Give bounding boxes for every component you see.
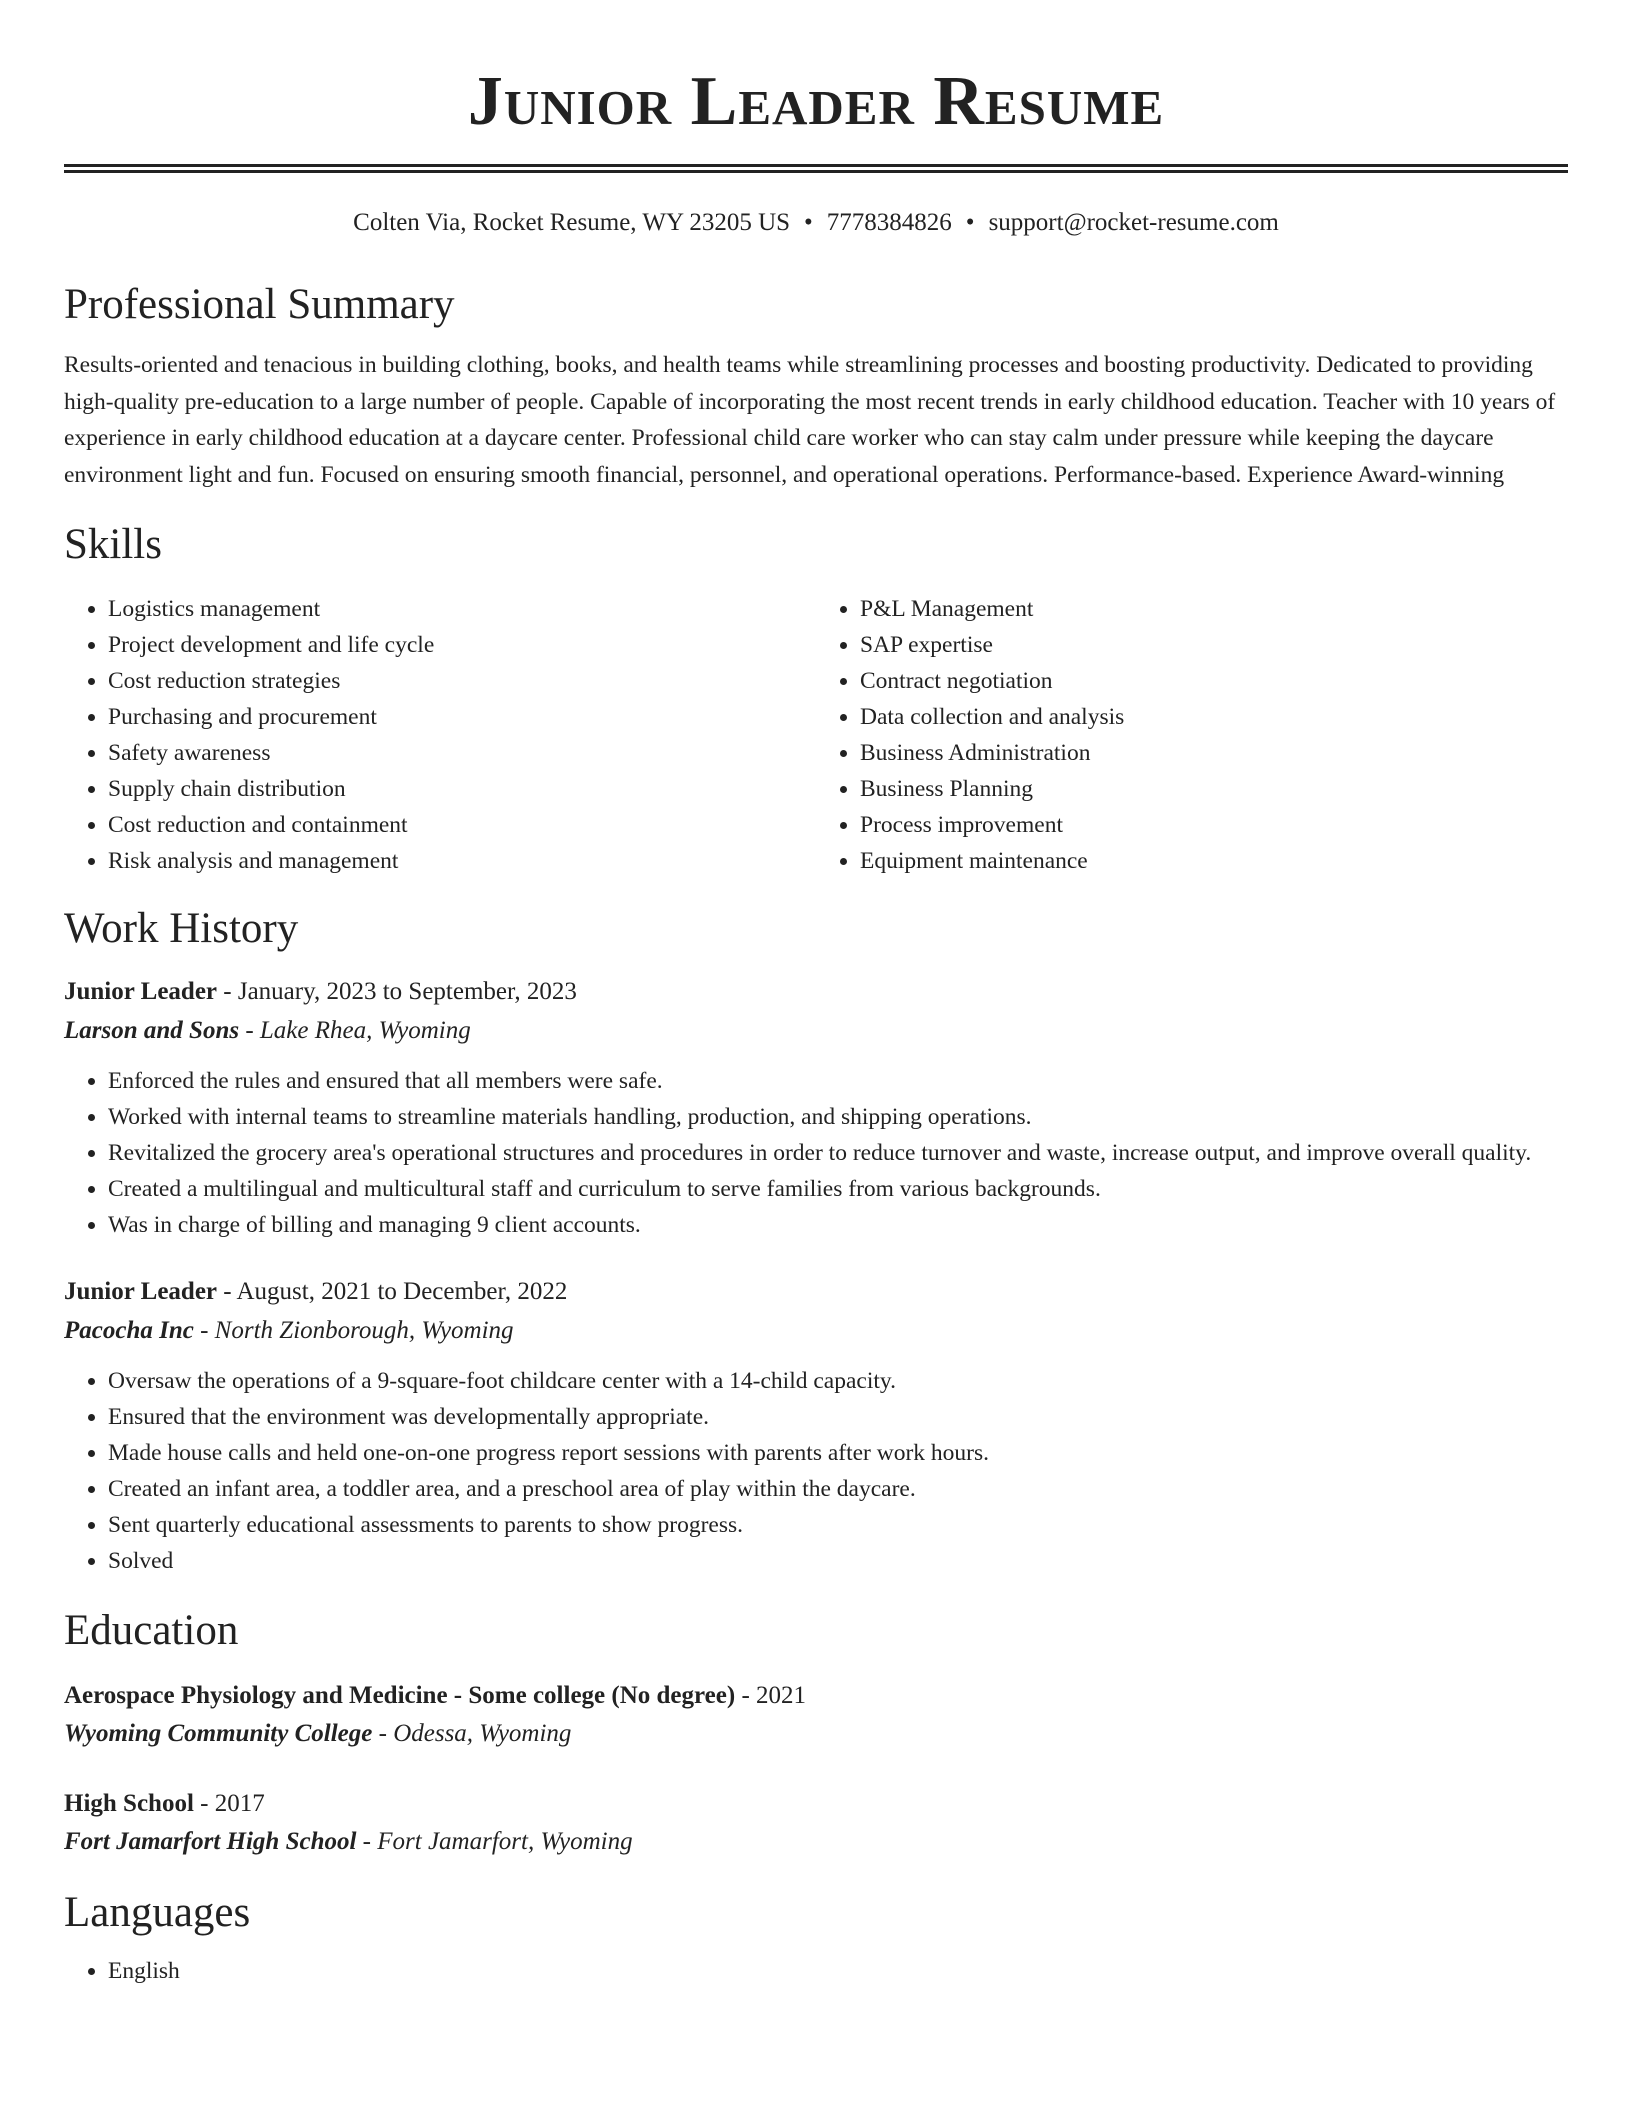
list-item: • Created a multilingual and multicultural staff and curriculum to serve families from various backgrounds. — [108, 1171, 1568, 1207]
list-item: • Cost reduction strategies — [108, 663, 816, 699]
education-entry — [64, 1677, 1568, 1753]
list-item: • Contract negotiation — [860, 663, 1568, 699]
education-school-line — [64, 1715, 1568, 1753]
list-item: • Supply chain distribution — [108, 771, 816, 807]
list-item: • English — [108, 1953, 1568, 1989]
job-title: Junior Leader — [64, 1278, 218, 1305]
list-item: • Purchasing and procurement — [108, 699, 816, 735]
job-bullets — [64, 1063, 1568, 1243]
list-item: • Oversaw the operations of a 9-square-foot childcare center with a 14-child capacity. — [108, 1363, 1568, 1399]
job-title-line — [64, 973, 1568, 1011]
list-item: • Ensured that the environment was developmentally appropriate. — [108, 1399, 1568, 1435]
list-item: • P&L Management — [860, 591, 1568, 627]
education-degree: Aerospace Physiology and Medicine - Some college (No degree) — [64, 1682, 736, 1709]
section-heading-summary: Professional Summary — [64, 281, 455, 328]
list-item: • Revitalized the grocery area's operational structures and procedures in order to reduce turnover and waste, increase output, and improve overall quality. — [108, 1135, 1568, 1171]
summary-text: Results-oriented and tenacious in building clothing, books, and health teams while streamlining processes and boosting productivity. Dedicated to providing high-quality pre-education to a large number of people. Capable of incorporating the most recent trends in early childhood education. Teacher with 10 years of experience in early childhood education at a daycare center. Professional child care worker who can stay calm under pressure while keeping the daycare environment light and fun. Focused on ensuring smooth financial, personnel, and operational operations. Performance-based. Experience Award-winning — [64, 352, 1556, 488]
job-entry — [64, 973, 1568, 1243]
education-school: Fort Jamarfort High School — [64, 1828, 357, 1855]
job-company-line — [64, 1311, 1568, 1351]
list-item: • Sent quarterly educational assessments to parents to show progress. — [108, 1507, 1568, 1543]
list-item: • Enforced the rules and ensured that all members were safe. — [108, 1063, 1568, 1099]
education-degree: High School — [64, 1790, 194, 1817]
section-heading-languages: Languages — [64, 1889, 251, 1936]
education-degree-line — [64, 1785, 1568, 1823]
job-company: Pacocha Inc — [64, 1317, 194, 1344]
resume-title: Junior Leader Resume — [467, 63, 1165, 140]
list-item: • Business Administration — [860, 735, 1568, 771]
list-item: • Equipment maintenance — [860, 843, 1568, 879]
list-item: • Data collection and analysis — [860, 699, 1568, 735]
job-location: - North Zionborough, Wyoming — [193, 1317, 514, 1344]
education-entry — [64, 1785, 1568, 1861]
education-degree-line — [64, 1677, 1568, 1715]
contact-email: support@rocket-resume.com — [988, 209, 1279, 236]
contact-separator: • — [965, 209, 975, 236]
languages-list — [64, 1953, 1568, 1989]
job-title-line — [64, 1273, 1568, 1311]
education-year: - 2017 — [193, 1790, 265, 1817]
job-dates: - January, 2023 to September, 2023 — [217, 978, 577, 1005]
list-item: • Cost reduction and containment — [108, 807, 816, 843]
job-title: Junior Leader — [64, 978, 218, 1005]
job-entry — [64, 1273, 1568, 1579]
section-heading-work-history: Work History — [64, 905, 299, 952]
skills-list-right — [816, 591, 1568, 879]
education-location: - Fort Jamarfort, Wyoming — [356, 1828, 633, 1855]
list-item: • Made house calls and held one-on-one progress report sessions with parents after work hours. — [108, 1435, 1568, 1471]
list-item: • Logistics management — [108, 591, 816, 627]
list-item: • Risk analysis and management — [108, 843, 816, 879]
job-dates: - August, 2021 to December, 2022 — [217, 1278, 568, 1305]
job-company-line — [64, 1011, 1568, 1051]
contact-phone: 7778384826 — [826, 209, 952, 236]
list-item: • Created an infant area, a toddler area, and a preschool area of play within the daycare. — [108, 1471, 1568, 1507]
list-item: • Was in charge of billing and managing 9 client accounts. — [108, 1207, 1568, 1243]
contact-line — [64, 207, 1568, 239]
section-heading-education: Education — [64, 1607, 239, 1654]
job-location: - Lake Rhea, Wyoming — [239, 1017, 471, 1044]
section-heading-skills: Skills — [64, 521, 162, 568]
list-item: • Project development and life cycle — [108, 627, 816, 663]
list-item: • SAP expertise — [860, 627, 1568, 663]
list-item: • Solved — [108, 1543, 1568, 1579]
job-company: Larson and Sons — [64, 1017, 240, 1044]
contact-separator: • — [804, 209, 813, 236]
list-item: • Process improvement — [860, 807, 1568, 843]
education-school-line — [64, 1823, 1568, 1861]
title-divider — [64, 164, 1568, 173]
list-item: • Worked with internal teams to streamline materials handling, production, and shipping operations. — [108, 1099, 1568, 1135]
education-school: Wyoming Community College — [64, 1720, 373, 1747]
list-item: • Safety awareness — [108, 735, 816, 771]
list-item: • Business Planning — [860, 771, 1568, 807]
skills-columns — [64, 591, 1568, 879]
education-year: - 2021 — [735, 1682, 807, 1709]
job-bullets — [64, 1363, 1568, 1579]
contact-address: Colten Via, Rocket Resume, WY 23205 US — [353, 209, 791, 236]
education-location: - Odessa, Wyoming — [372, 1720, 572, 1747]
skills-list-left — [64, 591, 816, 879]
